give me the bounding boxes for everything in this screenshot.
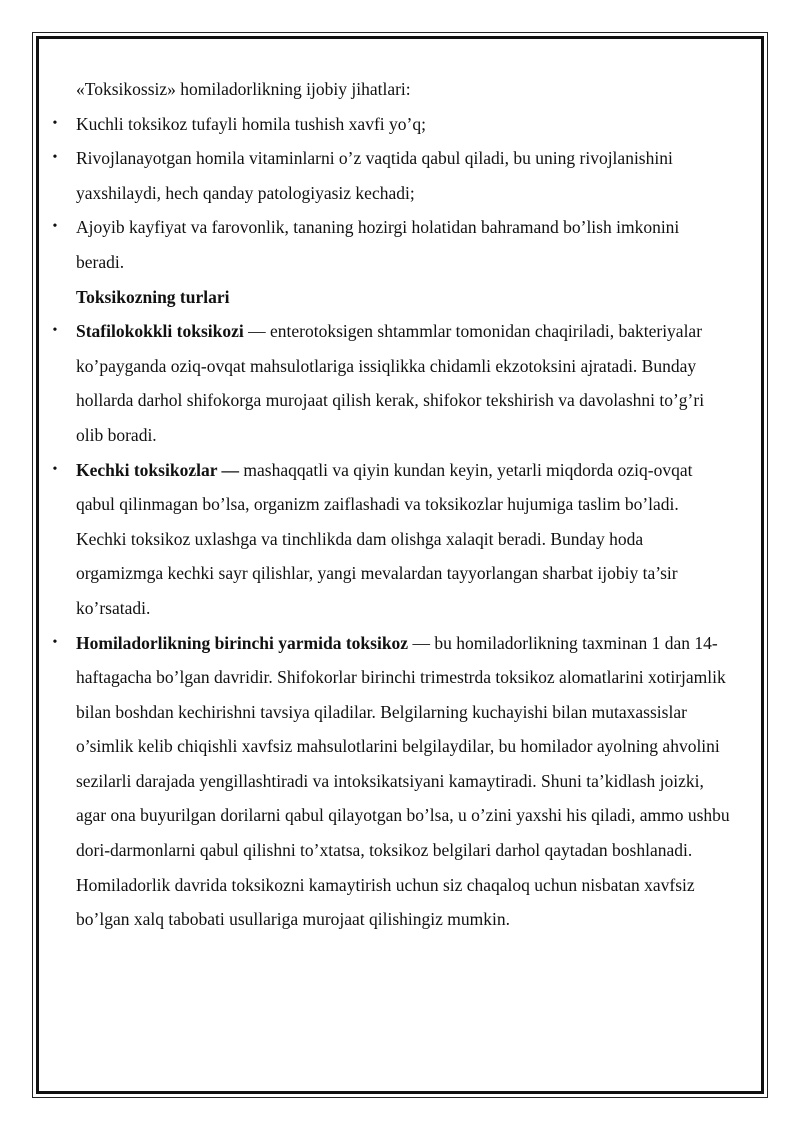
bullet-icon: • xyxy=(52,634,58,650)
bullet-icon: • xyxy=(52,150,58,166)
bullet-icon: • xyxy=(52,461,58,477)
benefits-list xyxy=(50,107,730,280)
benefit-text: Kuchli toksikoz tufayli homila tushish xavfi yo’q; xyxy=(76,113,426,134)
document-body xyxy=(50,72,730,937)
type-term: Stafilokokkli toksikozi xyxy=(76,321,244,342)
benefit-text: Ajoyib kayfiyat va farovonlik, tananing hozirgi holatidan bahramand bo’lish imkonini beradi. xyxy=(76,217,680,272)
bullet-icon: • xyxy=(52,323,58,339)
type-term: Homiladorlikning birinchi yarmida toksikoz xyxy=(76,632,409,653)
type-description: mashaqqatli va qiyin kundan keyin, yetarli miqdorda oziq-ovqat qabul qilinmagan bo’lsa, organizm zaiflashadi va toksikozlar hujumiga taslim bo’ladi. Kechki toksikoz uxlashga va tinchlikda dam olishga xalaqit beradi. Bunday hoda orgamizmga kechki sayr qilishlar, yangi mevalardan tayyorlangan sharbat ijobiy ta’sir ko’rsatadi. xyxy=(76,459,693,618)
type-term: Kechki toksikozlar — xyxy=(76,459,240,480)
benefit-text: Rivojlanayotgan homila vitaminlarni o’z vaqtida qabul qiladi, bu uning rivojlanishini yaxshilaydi, hech qanday patologiyasiz kechadi; xyxy=(76,148,673,203)
type-description: — enterotoksigen shtammlar tomonidan chaqiriladi, bakteriyalar ko’payganda oziq-ovqat mahsulotlariga issiqlikka chidamli ekzotoksini ajratadi. Bunday hollarda darhol shifokorga murojaat qilish kerak, shifokor tekshirish va davolashni to’g’ri olib boradi. xyxy=(76,321,705,445)
list-item xyxy=(50,314,730,452)
intro-paragraph: «Toksikossiz» homiladorlikning ijobiy jihatlari: xyxy=(76,79,411,99)
types-list xyxy=(50,314,730,937)
list-item xyxy=(50,141,730,210)
list-item xyxy=(50,107,730,142)
section-heading: Toksikozning turlari xyxy=(76,286,230,307)
list-item xyxy=(50,210,730,279)
bullet-icon: • xyxy=(52,219,58,235)
list-item xyxy=(50,453,730,626)
list-item xyxy=(50,626,730,937)
type-description: — bu homiladorlikning taxminan 1 dan 14-haftagacha bo’lgan davridir. Shifokorlar birinchi trimestrda toksikoz alomatlarini xotirjamlik bilan boshdan kechirishni tavsiya qiladilar. Belgilarning kuchayishi bilan mutaxassislar o’simlik kelib chiqishli xavfsiz mahsulotlarini belgilaydilar, bu homilador ayolning ahvolini sezilarli darajada yengillashtiradi va intoksikatsiyani kamaytiradi. Shuni ta’kidlash joizki, agar ona buyurilgan dorilarni qabul qilayotgan bo’lsa, u o’zini yaxshi his qiladi, ammo ushbu dori-darmonlarni qabul qilishni to’xtatsa, toksikoz belgilari darhol qaytadan boshlanadi. Homiladorlik davrida toksikozni kamaytirish uchun siz chaqaloq uchun nisbatan xavfsiz bo’lgan xalq tabobati usullariga murojaat qilishingiz mumkin. xyxy=(76,632,730,930)
bullet-icon: • xyxy=(52,115,58,131)
